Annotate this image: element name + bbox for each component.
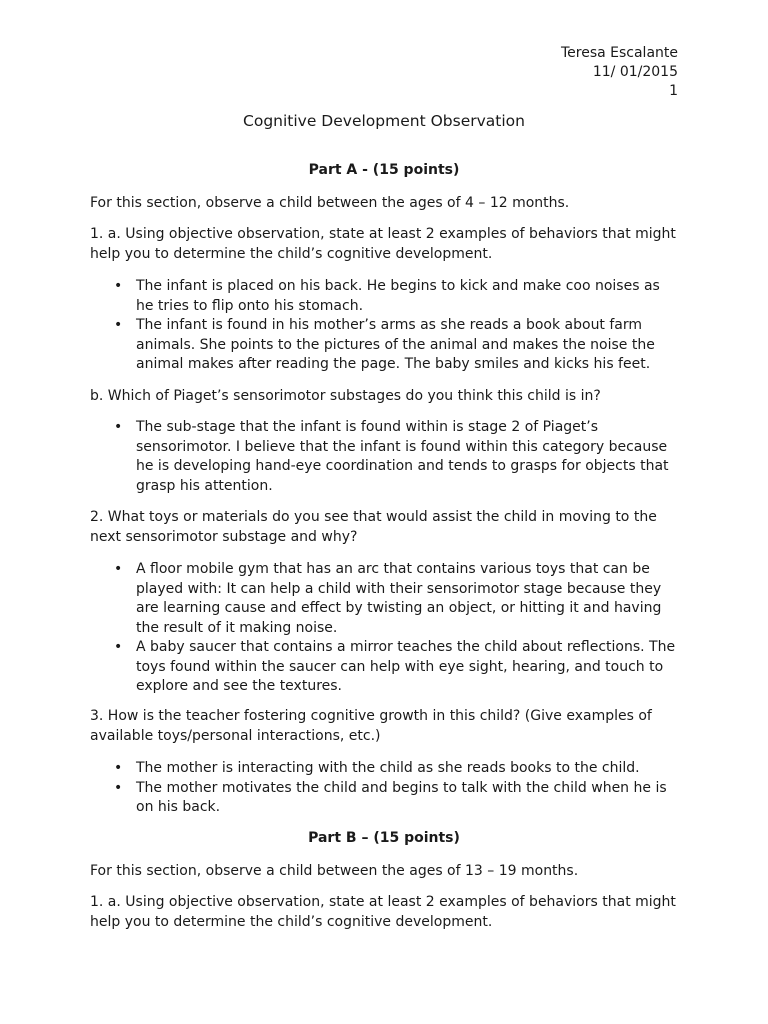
list-item bbox=[114, 638, 680, 697]
list-item bbox=[114, 316, 680, 375]
bullet-icon: • bbox=[114, 419, 123, 435]
bullet-icon: • bbox=[114, 278, 123, 294]
page-number: 1 bbox=[669, 83, 678, 99]
part-a-q1a-answers bbox=[114, 277, 680, 375]
part-b-question-1a: 1. a. Using objective observation, state at least 2 examples of behaviors that might help you to determine the child’s cognitive development. bbox=[90, 894, 676, 930]
list-item bbox=[114, 418, 680, 496]
part-b-heading: Part B – (15 points) bbox=[308, 830, 460, 846]
list-item bbox=[114, 779, 680, 818]
part-a-q2-answers bbox=[114, 560, 680, 697]
list-item bbox=[114, 759, 680, 779]
bullet-icon: • bbox=[114, 760, 123, 776]
answer-text: A baby saucer that contains a mirror teaches the child about reflections. The toys found within the saucer can help with eye sight, hearing, and touch to explore and see the textures. bbox=[136, 639, 676, 694]
part-a-q1b-answers bbox=[114, 418, 680, 496]
bullet-icon: • bbox=[114, 639, 123, 655]
answer-text: The sub-stage that the infant is found within is stage 2 of Piaget’s sensorimotor. I believe that the infant is found within this category because he is developing hand-eye coordination and tends to grasps for objects that grasp his attention. bbox=[136, 419, 669, 494]
bullet-icon: • bbox=[114, 779, 123, 796]
document-date: 11/ 01/2015 bbox=[592, 64, 678, 80]
document-title: Cognitive Development Observation bbox=[243, 112, 525, 130]
answer-text: The mother is interacting with the child as she reads books to the child. bbox=[136, 760, 640, 776]
part-a-question-2: 2. What toys or materials do you see that would assist the child in moving to the next sensorimotor substage and why? bbox=[90, 509, 657, 545]
part-b-intro: For this section, observe a child between the ages of 13 – 19 months. bbox=[90, 863, 579, 879]
part-a-question-1b: b. Which of Piaget’s sensorimotor substages do you think this child is in? bbox=[90, 388, 601, 404]
list-item bbox=[114, 277, 680, 316]
bullet-icon: • bbox=[114, 561, 123, 577]
part-a-q3-answers bbox=[114, 759, 680, 818]
author-name: Teresa Escalante bbox=[560, 45, 678, 61]
list-item bbox=[114, 560, 680, 638]
document-header bbox=[561, 44, 678, 101]
part-a-heading: Part A - (15 points) bbox=[308, 162, 460, 178]
answer-text: A floor mobile gym that has an arc that contains various toys that can be played with: It can help a child with their sensorimotor stage because they are learning cause and effect by twisting an object, or hitting it and having the result of it making noise. bbox=[136, 561, 662, 636]
part-a-question-3: 3. How is the teacher fostering cognitive growth in this child? (Give examples of available toys/personal interactions, etc.) bbox=[90, 708, 652, 744]
part-a-question-1a: 1. a. Using objective observation, state at least 2 examples of behaviors that might help you to determine the child’s cognitive development. bbox=[90, 226, 676, 262]
part-a-intro: For this section, observe a child between the ages of 4 – 12 months. bbox=[90, 195, 570, 211]
answer-text: The infant is found in his mother’s arms as she reads a book about farm animals. She points to the pictures of the animal and makes the noise the animal makes after reading the page. The baby smiles and kicks his feet. bbox=[136, 317, 655, 372]
bullet-icon: • bbox=[114, 317, 123, 333]
answer-text: The mother motivates the child and begins to talk with the child when he is on his back. bbox=[136, 779, 667, 815]
answer-text: The infant is placed on his back. He begins to kick and make coo noises as he tries to flip onto his stomach. bbox=[136, 278, 660, 314]
